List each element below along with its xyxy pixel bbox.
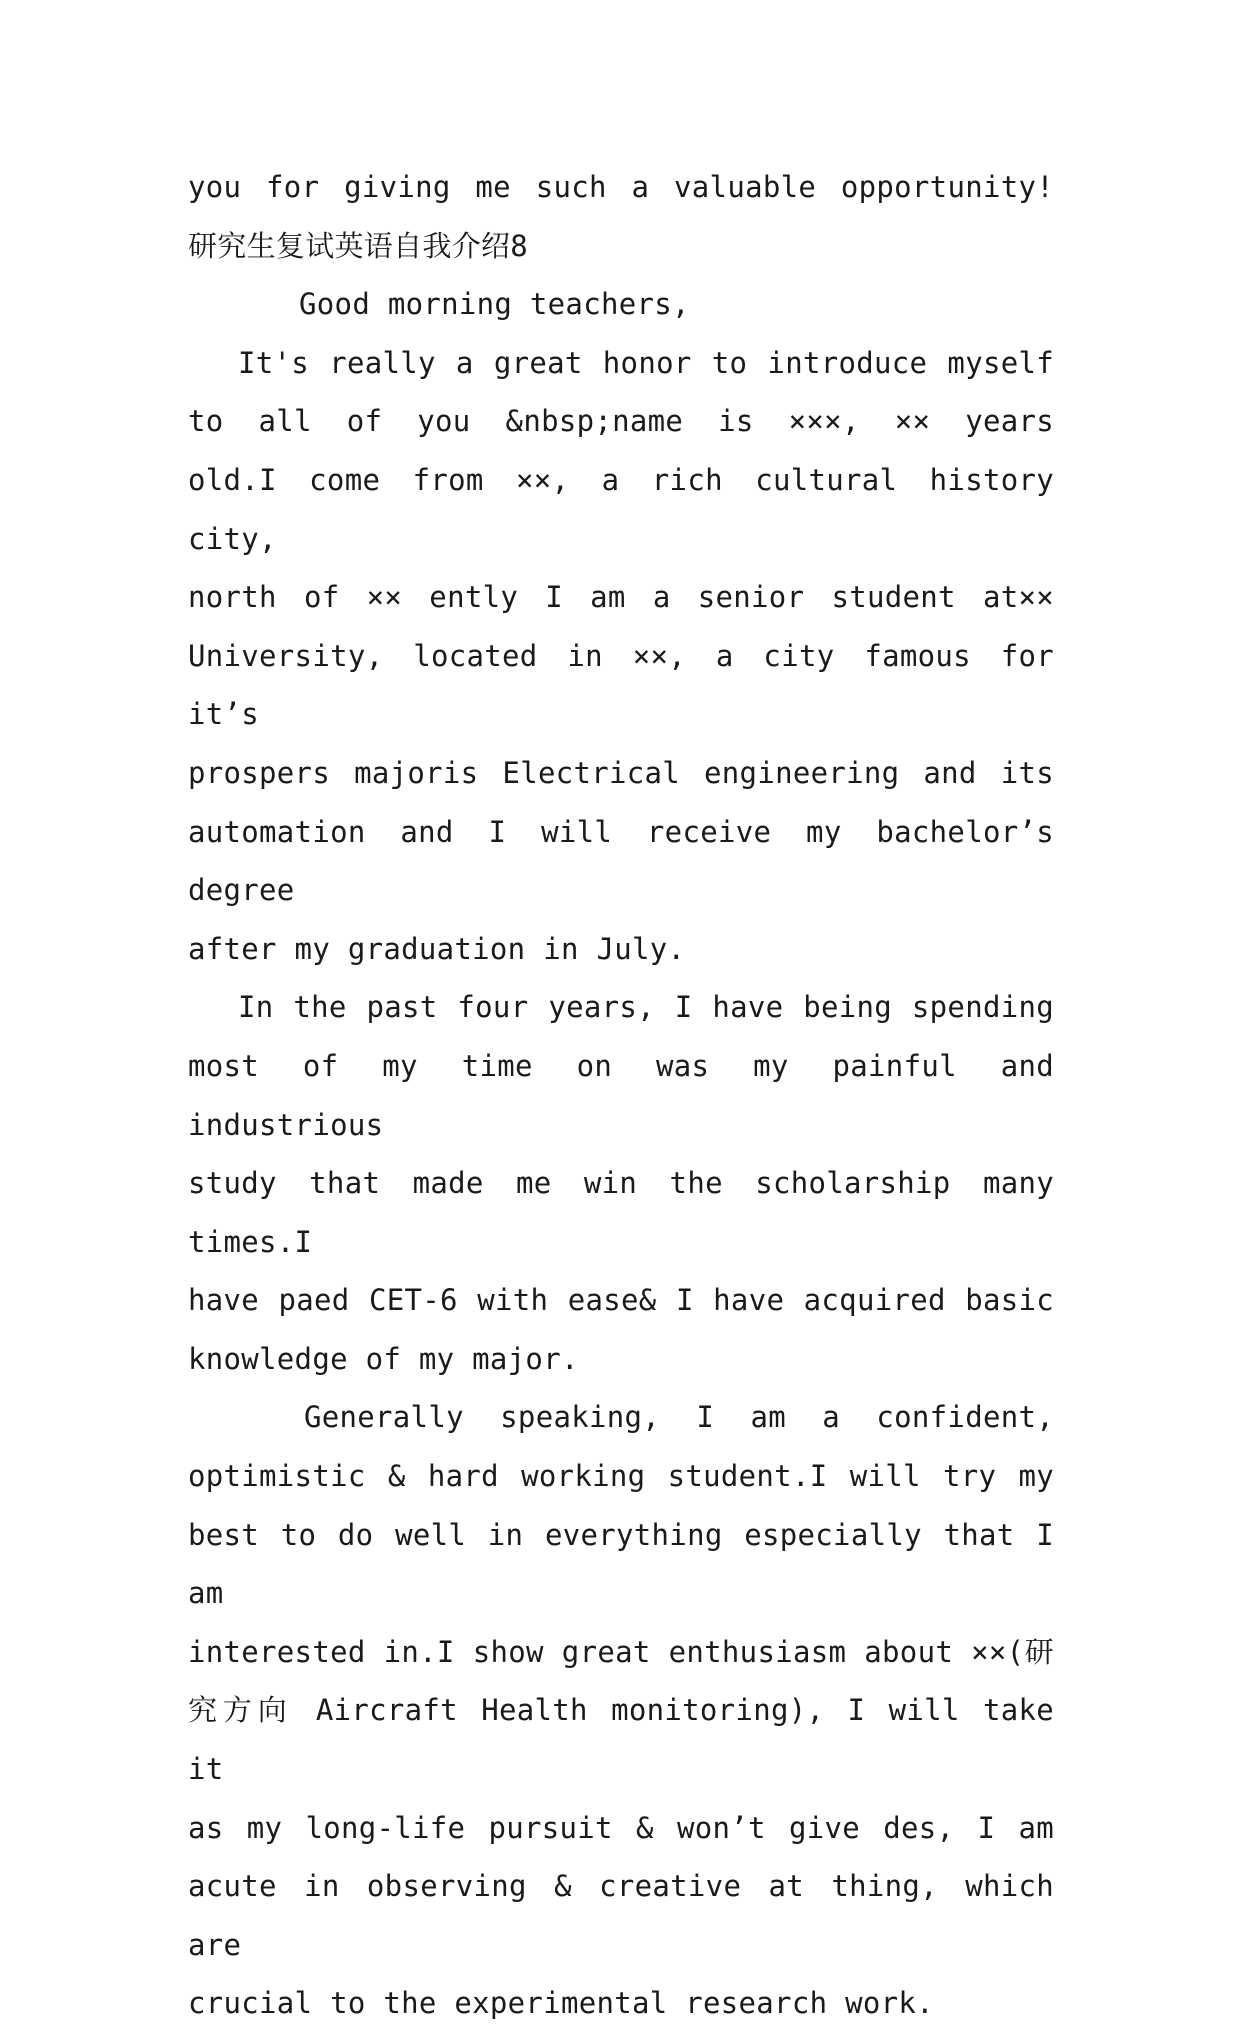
text-line: optimistic & hard working student.I will try my <box>188 1459 1054 1494</box>
text-line: best to do well in everything especially that I am <box>188 1517 1054 1611</box>
text-line: It's really a great honor to introduce myself <box>238 345 1054 380</box>
text-line: study that made me win the scholarship many times.I <box>188 1166 1054 1259</box>
text-line: Generally speaking, I am a confident, <box>304 1400 1054 1435</box>
text-line: 究方向 Aircraft Health monitoring), I will take it <box>188 1693 1054 1787</box>
text-line: acute in observing & creative at thing, which are <box>188 1869 1054 1962</box>
text-line: prospers majoris Electrical engineering and its <box>188 755 1054 790</box>
greeting-line: Good morning teachers, <box>228 287 690 322</box>
text-line: you for giving me such a valuable opportunity! <box>188 170 1054 204</box>
text-line: have paed CET-6 with ease& I have acquired basic <box>188 1283 1054 1318</box>
text-line: interested in.I show great enthusiasm about ××(研 <box>188 1634 1054 1669</box>
text-line: as my long-life pursuit & won’t give des, I am <box>188 1810 1054 1845</box>
text-line: after my graduation in July. <box>188 931 686 966</box>
text-line: old.I come from ××, a rich cultural history city, <box>188 462 1054 556</box>
section-heading: 研究生复试英语自我介绍8 <box>188 228 529 263</box>
text-line: University, located in ××, a city famous for it’s <box>188 638 1054 732</box>
text-line: knowledge of my major. <box>188 1341 579 1376</box>
text-line: automation and I will receive my bachelor’s degree <box>188 814 1054 908</box>
text-line: crucial to the experimental research work. <box>188 1986 934 2021</box>
text-line: to all of you &nbsp;name is ×××, ×× years <box>188 404 1054 439</box>
text-line: In the past four years, I have being spending <box>238 990 1054 1025</box>
text-line: north of ×× ently I am a senior student at×× <box>188 580 1054 615</box>
text-line: most of my time on was my painful and industrious <box>188 1048 1054 1142</box>
document-page <box>188 158 1054 2033</box>
